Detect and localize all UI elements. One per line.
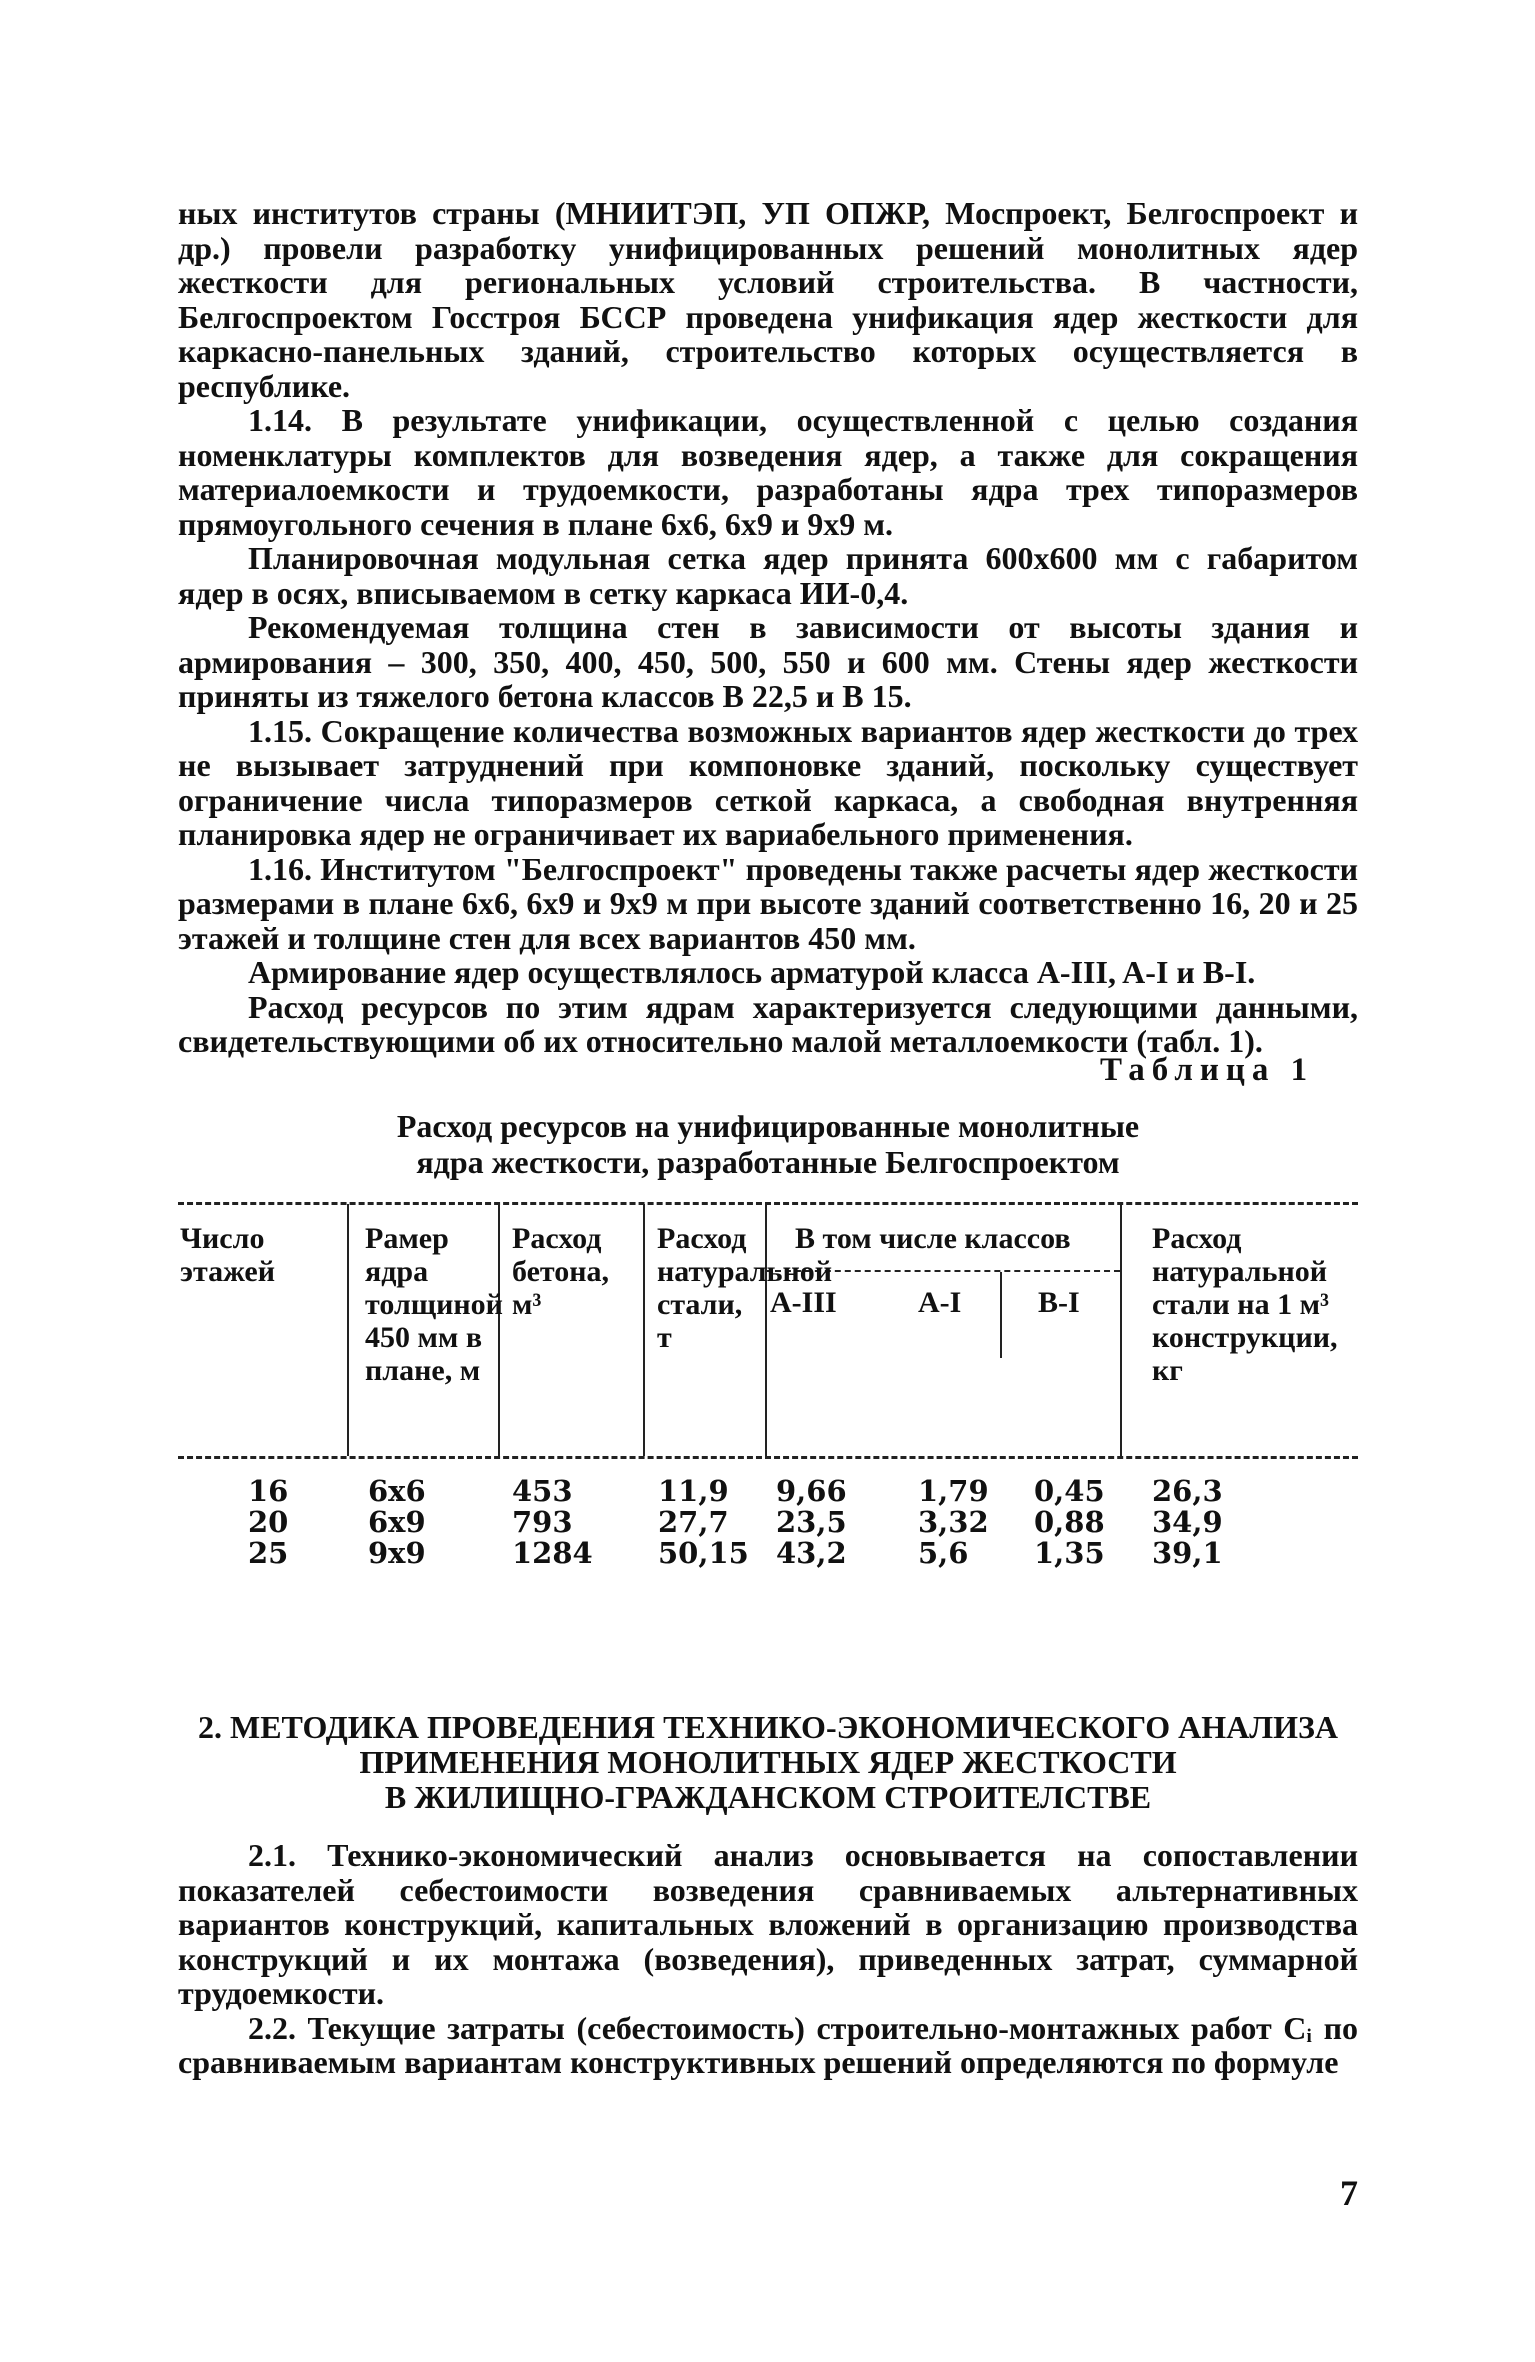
table-title-line: ядра жесткости, разработанные Белгоспроектом xyxy=(416,1144,1120,1180)
header-a3: A-III xyxy=(770,1286,837,1319)
paragraph: Рекомендуемая толщина стен в зависимости от высоты здания и армирования – 300, 350, 400, 450, 500, 550 и 600 мм. Стены ядер жесткости приняты из тяжелого бетона классов В 22,5 и В 15. xyxy=(178,609,1358,714)
header-a1: A-I xyxy=(918,1286,962,1319)
header-steel: Расход натуральной стали, т xyxy=(657,1222,833,1354)
paragraph: ных институтов страны (МНИИТЭП, УП ОПЖР, Моспроект, Белгоспроект и др.) провели разработку унифицированных решений монолитных ядер жесткости для региональных условий строительства. В частности, Белгоспроектом Госстроя БССР проведена унификация ядер жесткости для каркасно-панельных зданий, строительство которых осуществляется в республике. xyxy=(178,195,1358,404)
paragraph: 2.1. Технико-экономический анализ основывается на сопоставлении показателей себестоимости возведения сравниваемых альтернативных вариантов конструкций, капитальных вложений в организацию производства конструкций и их монтажа (возведения), приведенных затрат, суммарной трудоемкости. xyxy=(178,1837,1358,2011)
section-heading-line: ПРИМЕНЕНИЯ МОНОЛИТНЫХ ЯДЕР ЖЕСТКОСТИ xyxy=(359,1744,1177,1780)
section-heading-line: 2. МЕТОДИКА ПРОВЕДЕНИЯ ТЕХНИКО-ЭКОНОМИЧЕСКОГО АНАЛИЗА xyxy=(198,1709,1338,1745)
column-divider xyxy=(347,1204,349,1456)
cell-floors: 20 xyxy=(248,1505,289,1539)
cell-steel: 11,9 xyxy=(658,1474,729,1508)
cell-a3: 23,5 xyxy=(776,1505,847,1539)
header-size: Рамер ядра толщиной 450 мм в плане, м xyxy=(365,1222,503,1387)
paragraph: Армирование ядер осуществлялось арматурой класса A-III, A-I и B-I. xyxy=(248,954,1256,990)
cell-per-m3: 34,9 xyxy=(1152,1505,1223,1539)
header-floors: Число этажей xyxy=(180,1222,276,1288)
paragraph: 1.15. Сокращение количества возможных вариантов ядер жесткости до трех не вызывает затруднений при компоновке зданий, поскольку существует ограничение числа типоразмеров сеткой каркаса, а свободная внутренняя планировка ядер не ограничивает их вариабельного применения. xyxy=(178,712,1358,852)
paragraph: Планировочная модульная сетка ядер принята 600х600 мм с габаритом ядер в осях, вписываемом в сетку каркаса ИИ-0,4. xyxy=(178,540,1358,611)
cell-b1: 0,45 xyxy=(1034,1474,1105,1508)
table-title xyxy=(178,1108,1358,1180)
cell-a1: 5,6 xyxy=(918,1536,969,1570)
cell-concrete: 793 xyxy=(512,1505,573,1539)
cell-floors: 25 xyxy=(248,1536,289,1570)
cell-size: 6x6 xyxy=(368,1474,426,1508)
body-text-top xyxy=(178,196,1358,1059)
table-title-line: Расход ресурсов на унифицированные монолитные xyxy=(396,1108,1140,1144)
header-b1: B-I xyxy=(1038,1286,1080,1319)
cell-size: 6x9 xyxy=(368,1505,426,1539)
cell-floors: 16 xyxy=(248,1474,289,1508)
table-top-rule xyxy=(178,1202,1358,1205)
cell-steel: 50,15 xyxy=(658,1536,749,1570)
paragraph: 1.16. Институтом "Белгоспроект" проведены также расчеты ядер жесткости размерами в плане 6х6, 6х9 и 9х9 м при высоте зданий соответственно 16, 20 и 25 этажей и толщине стен для всех вариантов 450 мм. xyxy=(178,850,1358,956)
column-divider xyxy=(643,1204,645,1456)
cell-b1: 1,35 xyxy=(1034,1536,1105,1570)
table-header-rule xyxy=(178,1456,1358,1459)
page-number: 7 xyxy=(1340,2173,1358,2213)
table-label: Таблица 1 xyxy=(1100,1052,1315,1088)
cell-size: 9x9 xyxy=(368,1536,426,1570)
cell-a1: 3,32 xyxy=(918,1505,989,1539)
cell-concrete: 453 xyxy=(512,1474,573,1508)
cell-a3: 9,66 xyxy=(776,1474,847,1508)
paragraph: 1.14. В результате унификации, осуществленной с целью создания номенклатуры комплектов для возведения ядер, а также для сокращения материалоемкости и трудоемкости, разработаны ядра трех типоразмеров прямоугольного сечения в плане 6х6, 6х9 и 9х9 м. xyxy=(178,402,1358,542)
column-divider xyxy=(498,1204,500,1456)
cell-per-m3: 39,1 xyxy=(1152,1536,1223,1570)
section-heading xyxy=(178,1710,1358,1815)
cell-a3: 43,2 xyxy=(776,1536,847,1570)
section-heading-line: В ЖИЛИЩНО-ГРАЖДАНСКОМ СТРОИТЕЛСТВЕ xyxy=(384,1779,1152,1815)
cell-steel: 27,7 xyxy=(658,1505,729,1539)
body-text-bottom xyxy=(178,1838,1358,2080)
header-concrete: Расход бетона, м³ xyxy=(512,1222,610,1321)
cell-b1: 0,88 xyxy=(1034,1505,1105,1539)
column-divider xyxy=(1120,1204,1122,1456)
paragraph: 2.2. Текущие затраты (себестоимость) строительно-монтажных работ Cᵢ по сравниваемым вариантам конструктивных решений определяются по формуле xyxy=(178,2009,1358,2080)
column-divider xyxy=(1000,1272,1002,1358)
cell-concrete: 1284 xyxy=(512,1536,593,1570)
column-divider xyxy=(765,1204,767,1456)
cell-a1: 1,79 xyxy=(918,1474,989,1508)
cell-per-m3: 26,3 xyxy=(1152,1474,1223,1508)
header-per-m3: Расход натуральной стали на 1 м³ конструкции, кг xyxy=(1152,1222,1338,1387)
paragraph: Расход ресурсов по этим ядрам характеризуется следующими данными, свидетельствующими об их относительно малой металлоемкости (табл. 1). xyxy=(178,988,1358,1059)
header-classes: В том числе классов xyxy=(795,1222,1071,1255)
